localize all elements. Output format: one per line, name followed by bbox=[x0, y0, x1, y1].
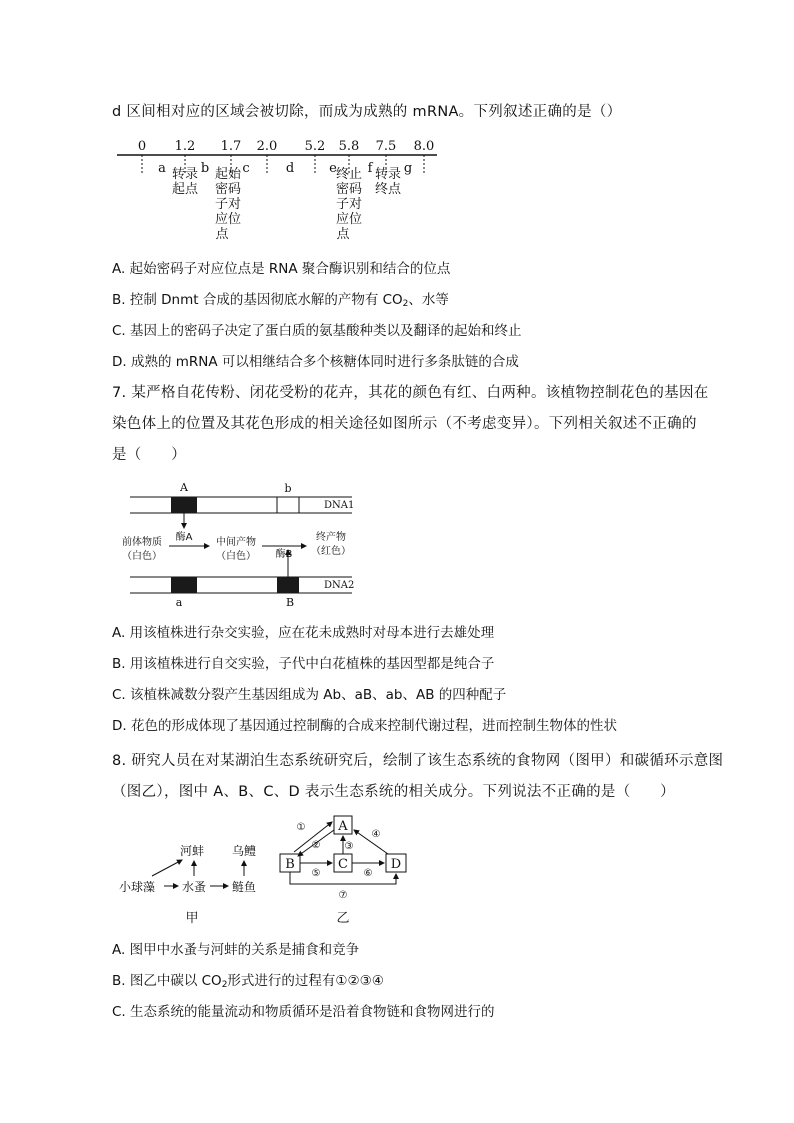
intro-line: d 区间相对应的区域会被切除，而成为成熟的 mRNA。下列叙述正确的是（） bbox=[112, 104, 622, 120]
final-color-label: （红色） bbox=[311, 546, 351, 557]
tx-end-label: 终点 bbox=[374, 182, 402, 197]
node-a-label: A bbox=[338, 819, 348, 834]
stop-codon-label: 应位 bbox=[335, 212, 363, 227]
segment-label: c bbox=[242, 161, 250, 176]
stop-codon-label: 密码 bbox=[335, 182, 363, 197]
process-label-5: ⑤ bbox=[311, 868, 321, 879]
tick-label: 0 bbox=[137, 139, 147, 154]
segment-label: d bbox=[285, 161, 295, 176]
process-label-3: ③ bbox=[344, 841, 354, 852]
precursor-label: 前体物质 bbox=[122, 537, 162, 548]
carbon-cycle-figure bbox=[276, 812, 416, 930]
q6-option-c: C. 基因上的密码子决定了蛋白质的氨基酸种类以及翻译的起始和终止 bbox=[112, 323, 522, 339]
carbon-cycle-caption: 乙 bbox=[336, 911, 350, 926]
tx-end-label: 转录 bbox=[374, 167, 402, 182]
process-label-2: ② bbox=[311, 840, 321, 851]
enzyme-a-label: 酶A bbox=[175, 532, 193, 543]
segment-label: e bbox=[329, 161, 337, 176]
precursor-color-label: （白色） bbox=[122, 551, 162, 562]
tick-label: 2.0 bbox=[256, 139, 278, 154]
q8-option-a: A. 图甲中水蚤与河蚌的关系是捕食和竞争 bbox=[112, 942, 360, 958]
tick-label: 8.0 bbox=[413, 139, 435, 154]
process-label-7: ⑦ bbox=[338, 890, 348, 901]
segment-label: f bbox=[367, 161, 373, 176]
q6-option-b: B. 控制 Dnmt 合成的基因彻底水解的产物有 $CO_2$、水等 bbox=[112, 292, 449, 309]
q7-option-d: D. 花色的形成体现了基因通过控制酶的合成来控制代谢过程，进而控制生物体的性状 bbox=[112, 718, 617, 734]
food-web-caption: 甲 bbox=[185, 911, 199, 926]
node-b-label: B bbox=[285, 857, 295, 872]
food-web-node-lianyu: 鲢鱼 bbox=[231, 880, 257, 894]
gene-A-label: A bbox=[180, 481, 188, 494]
segment-label: a bbox=[158, 161, 166, 176]
tick-label: 5.2 bbox=[304, 139, 326, 154]
q7-stem-line1: 7. 某严格自花传粉、闭花受粉的花卉，其花的颜色有红、白两种。该植物控制花色的基因在 bbox=[112, 385, 709, 401]
food-web-figure bbox=[112, 836, 282, 928]
tick-label: 5.8 bbox=[338, 139, 360, 154]
gene-b-block bbox=[277, 497, 299, 513]
tick-label: 1.2 bbox=[174, 139, 196, 154]
food-web-node-hebang: 河蚌 bbox=[179, 844, 205, 858]
start-codon-label: 点 bbox=[215, 227, 229, 242]
food-web-node-shuizao: 水蚤 bbox=[181, 880, 207, 894]
gene-A-block bbox=[171, 497, 197, 513]
q6-option-a: A. 起始密码子对应位点是 RNA 聚合酶识别和结合的位点 bbox=[112, 261, 451, 277]
arrow-algae-to-clam bbox=[152, 860, 182, 876]
final-product-label: 终产物 bbox=[316, 532, 346, 543]
tx-start-label: 起点 bbox=[171, 182, 199, 197]
tick-label: 7.5 bbox=[375, 139, 397, 154]
start-codon-label: 子对 bbox=[214, 197, 242, 212]
start-codon-label: 应位 bbox=[214, 212, 242, 227]
gene-map-figure bbox=[112, 136, 452, 246]
q7-option-c: C. 该植株减数分裂产生基因组成为 Ab、aB、ab、AB 的四种配子 bbox=[112, 687, 507, 703]
process-label-1: ① bbox=[296, 822, 306, 833]
q7-stem-line2: 染色体上的位置及其花色形成的相关途径如图所示（不考虑变异）。下列相关叙述不正确的 bbox=[112, 416, 697, 432]
process-label-4: ④ bbox=[371, 829, 381, 840]
gene-b-label: b bbox=[284, 482, 292, 495]
intermediate-color-label: （白色） bbox=[216, 551, 256, 562]
stop-codon-label: 终止 bbox=[335, 167, 363, 182]
tick-label: 1.7 bbox=[220, 139, 242, 154]
gene-B-label: B bbox=[285, 596, 295, 609]
start-codon-label: 密码 bbox=[214, 182, 242, 197]
intermediate-label: 中间产物 bbox=[216, 537, 256, 548]
start-codon-label: 起始 bbox=[214, 167, 242, 182]
arrow-b-to-d bbox=[290, 872, 396, 884]
q6-option-d: D. 成熟的 mRNA 可以相继结合多个核糖体同时进行多条肽链的合成 bbox=[112, 354, 519, 370]
gene-a-label: a bbox=[175, 596, 183, 609]
enzyme-b-label: 酶B bbox=[275, 549, 293, 560]
stop-codon-label: 子对 bbox=[335, 197, 363, 212]
q7-option-b: B. 用该植株进行自交实验，子代中白花植株的基因型都是纯合子 bbox=[112, 656, 495, 672]
q7-stem-line3: 是（ ） bbox=[112, 447, 186, 463]
segment-label: g bbox=[403, 161, 413, 176]
node-d-label: D bbox=[390, 857, 402, 872]
q7-option-a: A. 用该植株进行杂交实验，应在花未成熟时对母本进行去雄处理 bbox=[112, 625, 495, 641]
q8-option-b: B. 图乙中碳以 $CO_2$形式进行的过程有①②③④ bbox=[112, 973, 384, 990]
stop-codon-label: 点 bbox=[336, 227, 350, 242]
gene-a-block bbox=[171, 577, 197, 593]
q8-stem-line2: （图乙），图中 A、B、C、D 表示生态系统的相关成分。下列说法不正确的是（ ） bbox=[112, 784, 675, 800]
dna-pathway-figure bbox=[112, 478, 372, 610]
gene-B-block bbox=[277, 577, 299, 593]
process-label-6: ⑥ bbox=[363, 868, 373, 879]
tx-start-label: 转录 bbox=[171, 167, 199, 182]
node-c-label: C bbox=[338, 857, 348, 872]
food-web-node-xiaoqiuzao: 小球藻 bbox=[118, 880, 156, 894]
dna2-label: DNA2 bbox=[324, 580, 355, 591]
food-web-node-wuli: 乌鳢 bbox=[231, 844, 257, 858]
q8-stem-line1: 8. 研究人员在对某湖泊生态系统研究后，绘制了该生态系统的食物网（图甲）和碳循环示意图 bbox=[112, 753, 724, 769]
q8-option-c: C. 生态系统的能量流动和物质循环是沿着食物链和食物网进行的 bbox=[112, 1004, 495, 1020]
dna1-label: DNA1 bbox=[324, 500, 355, 511]
segment-label: b bbox=[200, 161, 210, 176]
